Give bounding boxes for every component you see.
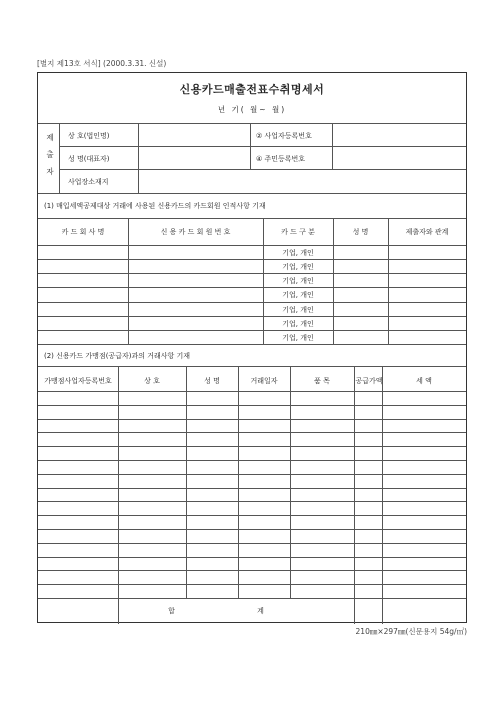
table-row-divider [38,515,466,516]
card-type-cell: 기업, 개인 [282,333,314,342]
table-row-divider [38,405,466,406]
trade-name-label: 상 호(법인명) [68,132,110,140]
row-divider [38,330,466,331]
col-tax-amount: 세 액 [416,377,432,385]
card-type-cell: 기업, 개인 [282,319,314,328]
col-item: 품 목 [314,377,330,385]
submitter-char: 출 [46,150,54,159]
table-row-divider [38,432,466,433]
col-merchant-reg-no: 가맹점사업자등록번호 [44,377,112,385]
submitter-char: 제 [46,133,54,142]
table-row-divider [38,488,466,489]
form-number-header: [별지 제13호 서식] (2000.3.31. 신설) [37,59,167,68]
col-supply-value: 공급가액 [355,377,383,385]
form-title: 신용카드매출전표수취명세서 [179,83,325,96]
col-merchant-rep: 성 명 [204,377,220,385]
col-card-company: 카 드 회 사 명 [61,228,105,236]
card-type-cell: 기업, 개인 [282,305,314,314]
section1-heading: (1) 매입세액공제대상 거래에 사용된 신용카드의 카드회원 인적사항 기재 [44,202,266,210]
table-row-divider [38,570,466,571]
row-divider [38,259,466,260]
address-label: 사업장소재지 [68,178,109,186]
table-row-divider [38,419,466,420]
card-type-cell: 기업, 개인 [282,277,314,286]
table-row-divider [38,529,466,530]
col-transaction-date: 거래일자 [250,377,278,385]
form-frame [37,72,467,623]
table-row-divider [38,501,466,502]
table-row-divider [38,543,466,544]
total-label: 합 계 [168,607,304,615]
period-line: 년 기( 월~ 월) [217,105,287,114]
section2-heading: (2) 신용카드 가맹점(공급자)과의 거래사항 기재 [44,352,190,360]
table-row-divider [38,446,466,447]
card-type-cell: 기업, 개인 [282,291,314,300]
col-merchant-name: 상 호 [144,377,160,385]
row-divider [38,316,466,317]
rule [38,123,466,124]
business-reg-label: ② 사업자등록번호 [256,132,312,140]
resident-reg-label: ④ 주민등록번호 [256,155,306,163]
row-divider [38,302,466,303]
col-relation: 제출자와 관계 [405,228,449,236]
col-holder-name: 성 명 [352,228,369,236]
card-type-cell: 기업, 개인 [282,249,314,257]
submitter-char: 자 [46,167,54,176]
paper-spec: 210㎜×297㎜(신문용지 54g/㎡) [355,627,467,636]
col-card-type: 카 드 구 분 [281,228,315,236]
table-row-divider [38,460,466,461]
submitter-label [44,129,56,180]
card-type-cell: 기업, 개인 [282,263,314,272]
table-row-divider [38,474,466,475]
table-row-divider [38,557,466,558]
row-divider [38,273,466,274]
table-row-divider [38,584,466,585]
row-divider [38,287,466,288]
representative-label: 성 명(대표자) [68,155,110,163]
col-card-number: 신 용 카 드 회 원 번 호 [160,228,231,236]
